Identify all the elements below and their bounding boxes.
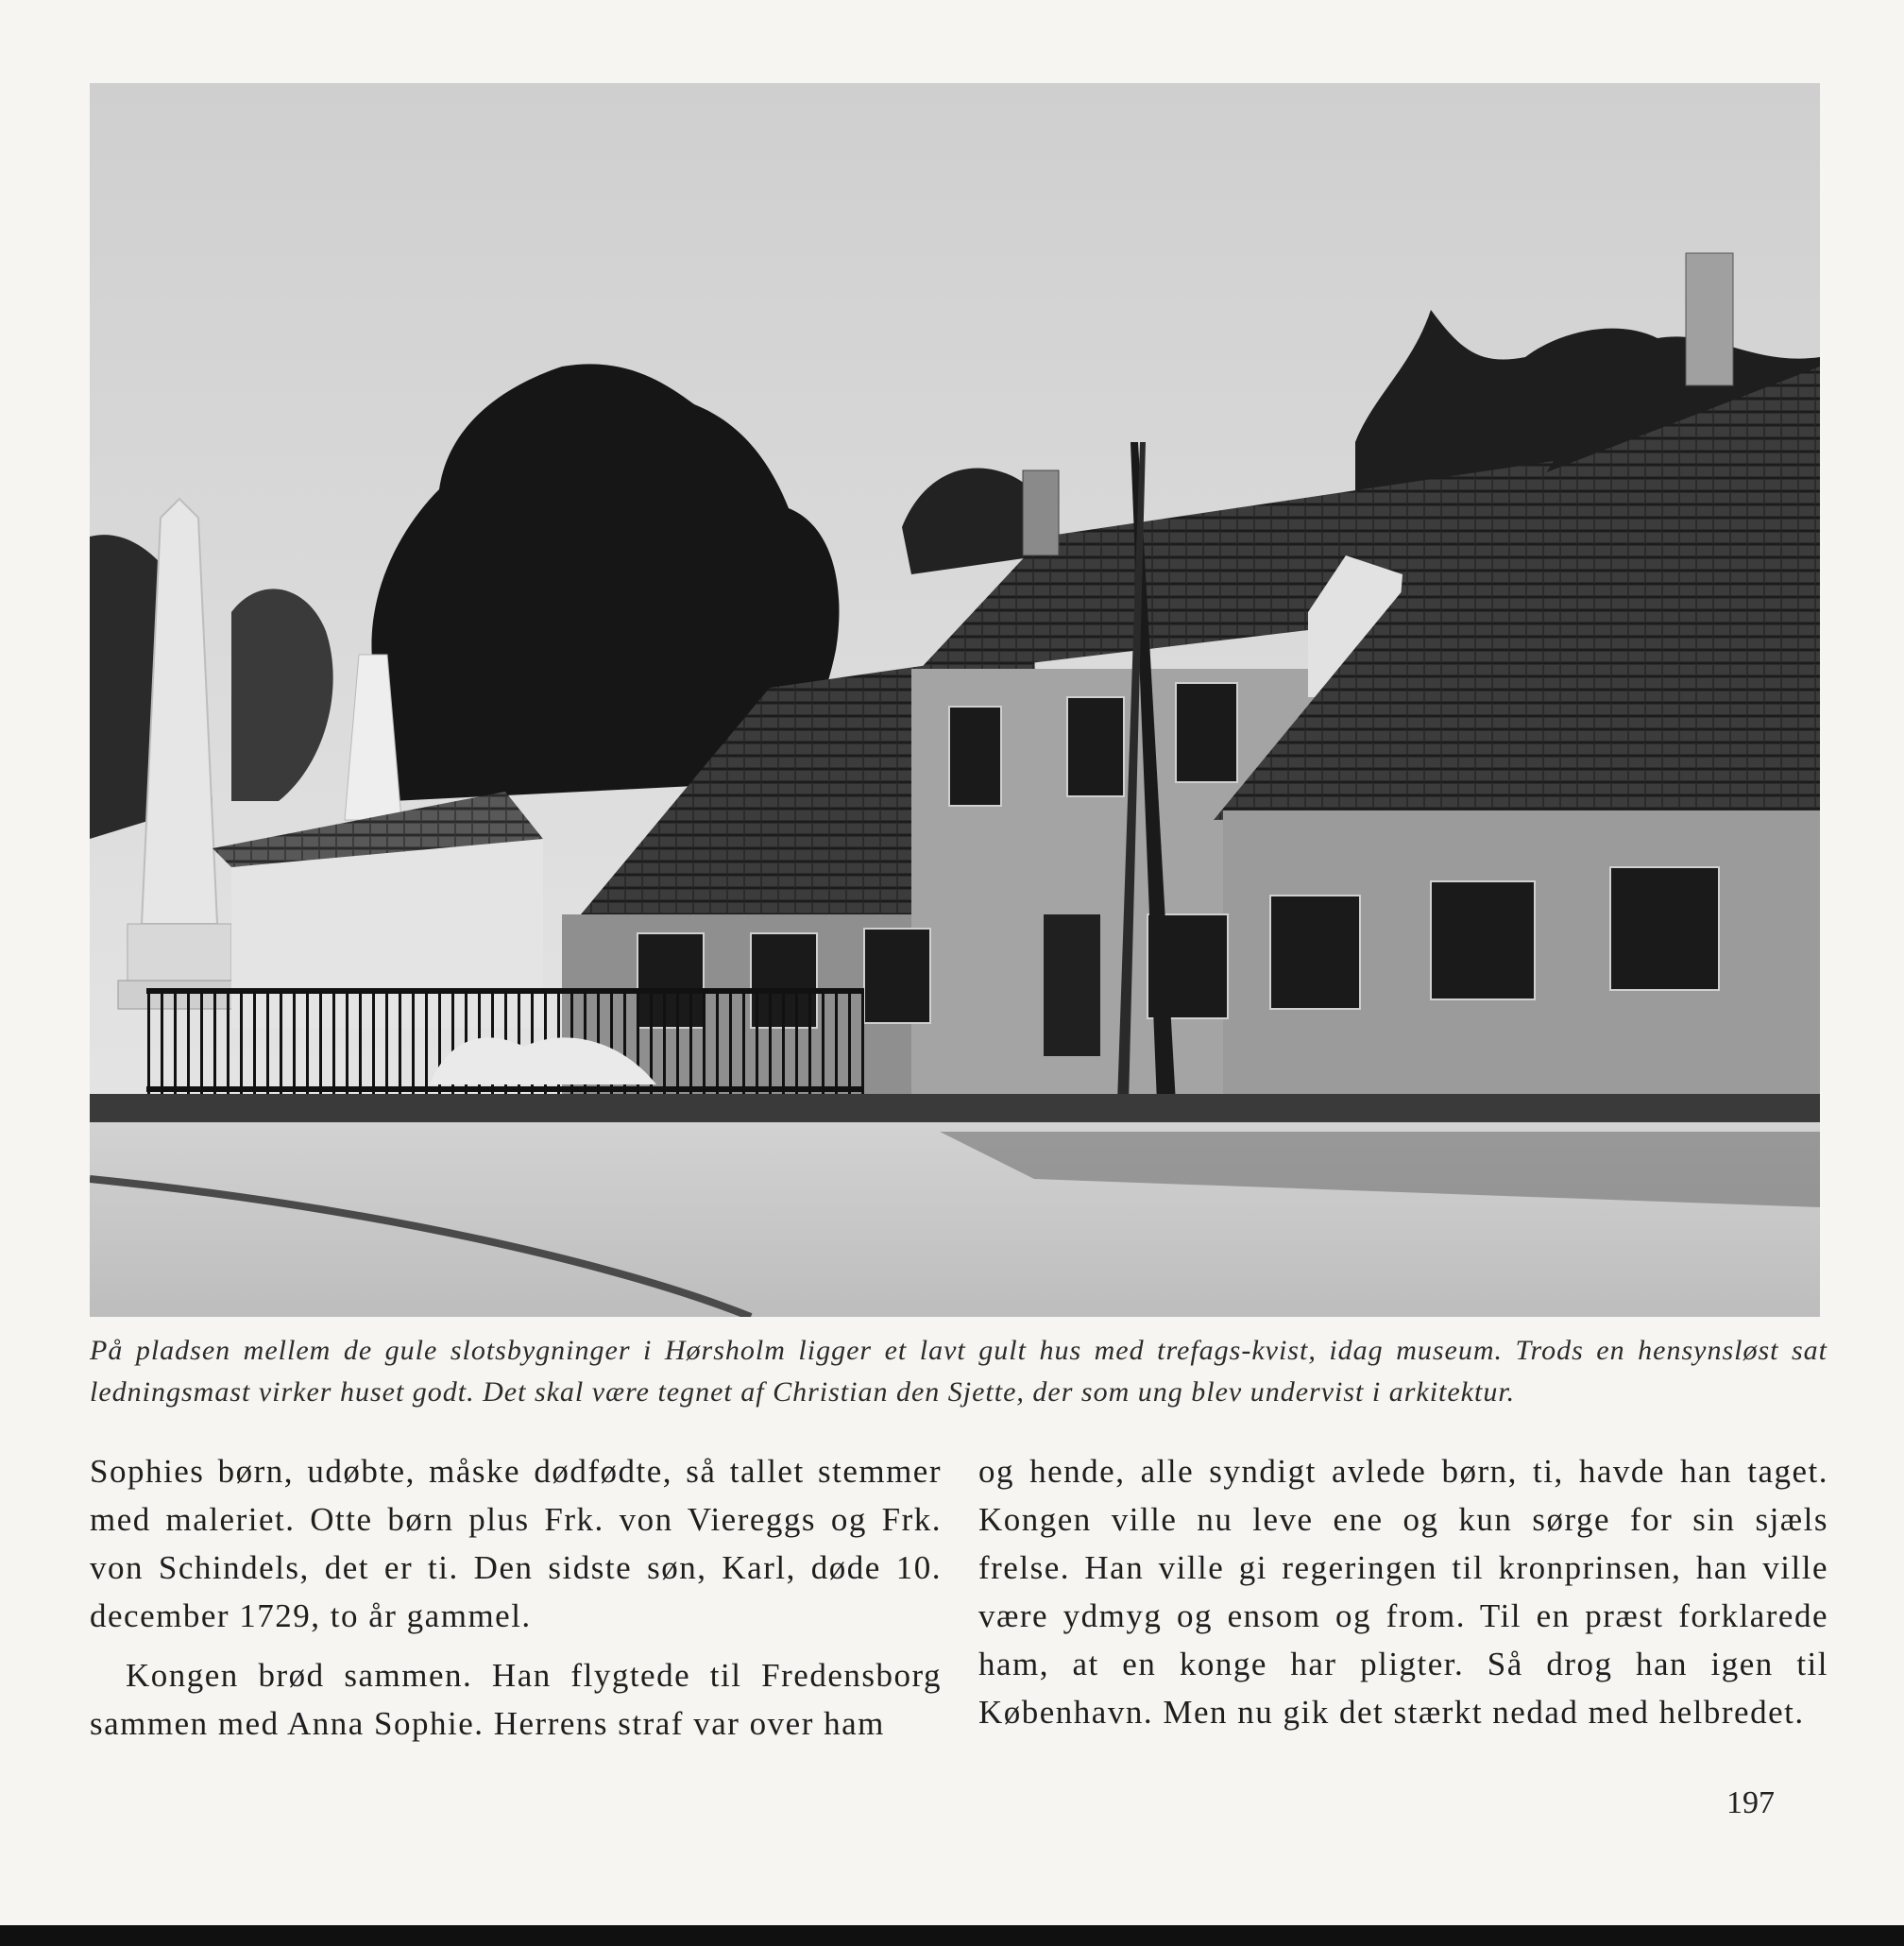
- page-number: 197: [1726, 1785, 1775, 1820]
- text-column-left: [90, 1447, 942, 1748]
- paragraph: Sophies børn, udøbte, måske dødfødte, så tallet stemmer med maleriet. Otte børn plus Frk. von Viereggs og Frk. von Schindels, det er ti. Den sidste søn, Karl, døde 10. december 1729, to år gammel.: [90, 1453, 942, 1634]
- photograph: [90, 83, 1820, 1317]
- photo-caption: På pladsen mellem de gule slotsbygninger i Hørsholm ligger et lavt gult hus med trefags-kvist, idag museum. Trods en hensynsløst sat ledningsmast virker huset godt. Det skal være tegnet af Christian den Sjette, der som ung blev undervist i arkitektur.: [90, 1335, 1828, 1408]
- scan-edge: [0, 1925, 1904, 1946]
- house-photo-illustration: [90, 83, 1820, 1317]
- paragraph: og hende, alle syndigt avlede børn, ti, havde han taget. Kongen ville nu leve ene og kun sørge for sin sjæls frelse. Han ville gi regeringen til kronprinsen, han ville være ydmyg og ensom og from. Til en præst forklarede ham, at en konge har pligter. Så drog han igen til København. Men nu gik det stærkt nedad med helbredet.: [978, 1453, 1828, 1731]
- paragraph: Kongen brød sammen. Han flygtede til Fredensborg sammen med Anna Sophie. Herrens straf var over ham: [90, 1657, 942, 1742]
- text-column-right: [978, 1447, 1828, 1736]
